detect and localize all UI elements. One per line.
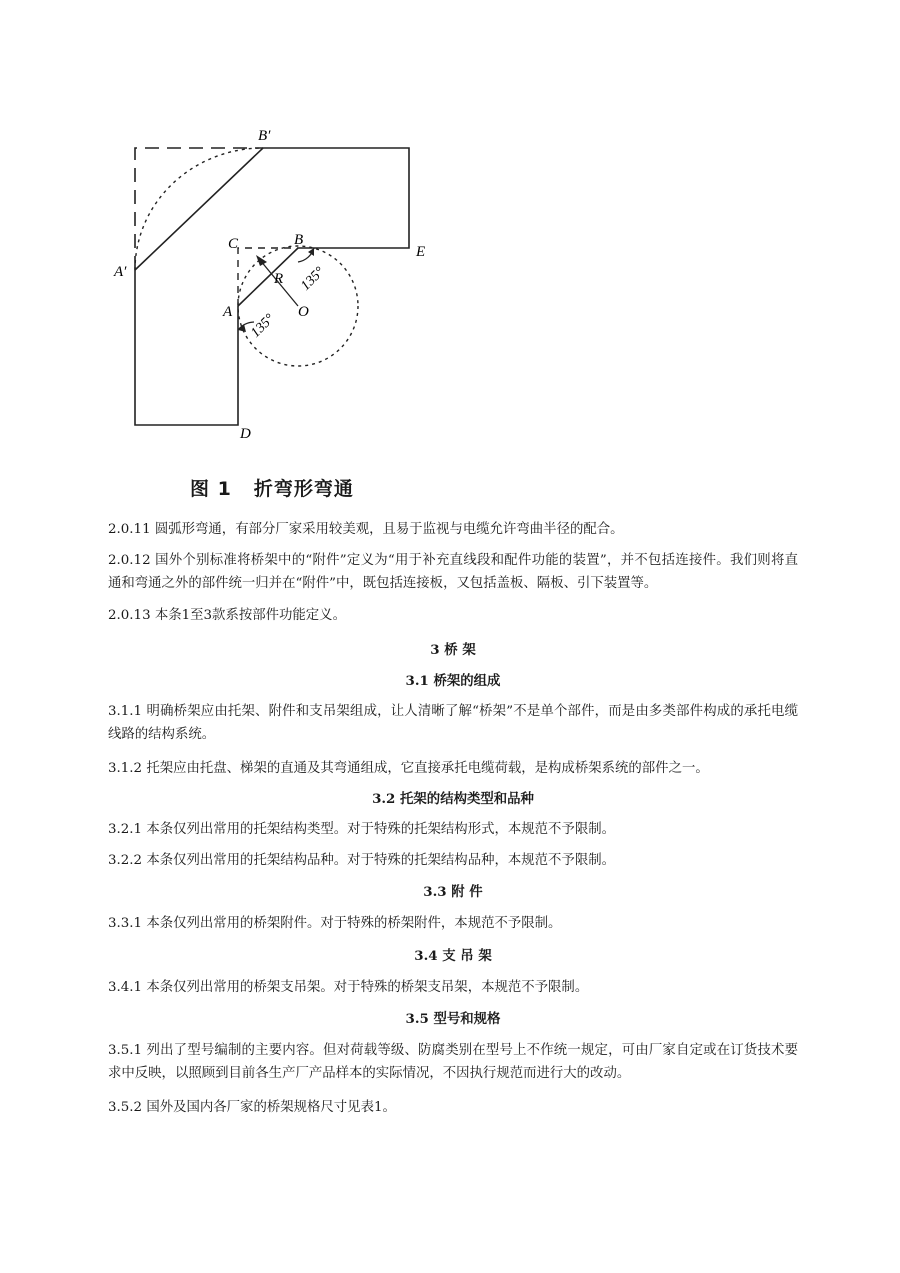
paragraph-3-4-1: 3.4.1 本条仅列出常用的桥架支吊架。对于特殊的桥架支吊架，本规范不予限制。 bbox=[108, 980, 589, 995]
outer-bend-outline bbox=[135, 148, 409, 270]
paragraph-3-1-2: 3.1.2 托架应由托盘、梯架的直通及其弯通组成，它直接承托电缆荷载，是构成桥架系统的部件之一。 bbox=[108, 761, 709, 776]
label-d: D bbox=[240, 426, 251, 442]
section-heading-3: 3 桥 架 bbox=[430, 642, 476, 658]
label-r: R bbox=[274, 271, 284, 287]
straight-section-outline bbox=[135, 270, 238, 425]
paragraph-3-3-1: 3.3.1 本条仅列出常用的桥架附件。对于特殊的桥架附件，本规范不予限制。 bbox=[108, 916, 562, 931]
label-a-prime: A′ bbox=[114, 264, 127, 280]
radius-arrowhead bbox=[256, 255, 267, 266]
paragraph-2-0-11: 2.0.11 圆弧形弯通，有部分厂家采用较美观，且易于监视与电缆允许弯曲半径的配合。 bbox=[108, 522, 624, 537]
paragraph-3-2-1: 3.2.1 本条仅列出常用的托架结构类型。对于特殊的托架结构形式，本规范不予限制。 bbox=[108, 822, 615, 837]
inner-bend-line bbox=[238, 248, 298, 306]
bend-diagram-svg bbox=[100, 110, 460, 460]
paragraph-2-0-13: 2.0.13 本条1至3款系按部件功能定义。 bbox=[108, 608, 346, 623]
section-heading-3-4: 3.4 支 吊 架 bbox=[414, 948, 492, 964]
section-heading-3-5: 3.5 型号和规格 bbox=[405, 1011, 501, 1027]
section-heading-3-2: 3.2 托架的结构类型和品种 bbox=[372, 791, 534, 807]
section-heading-3-1: 3.1 桥架的组成 bbox=[405, 673, 501, 689]
section-heading-3-3: 3.3 附 件 bbox=[423, 884, 483, 900]
label-e: E bbox=[416, 244, 426, 260]
figure-caption-title: 折弯形弯通 bbox=[253, 478, 354, 500]
label-b: B bbox=[294, 232, 304, 248]
label-o: O bbox=[298, 304, 309, 320]
label-angle-b: 135° bbox=[298, 264, 328, 294]
label-a: A bbox=[223, 304, 233, 320]
paragraph-3-1-1: 3.1.1 明确桥架应由托架、附件和支吊架组成，让人清晰了解“桥架”不是单个部件，而是由多类部件构成的承托电缆线路的结构系统。 bbox=[108, 704, 798, 742]
label-angle-a: 135° bbox=[248, 311, 278, 341]
paragraph-2-0-12: 2.0.12 国外个别标准将桥架中的“附件”定义为“用于补充直线段和配件功能的装置”，并不包括连接件。我们则将直通和弯通之外的部件统一归并在“附件”中，既包括连接板，又包括盖板、隔板、引下装置等。 bbox=[108, 553, 798, 591]
paragraph-3-5-2: 3.5.2 国外及国内各厂家的桥架规格尺寸见表1。 bbox=[108, 1100, 396, 1115]
figure-bend-diagram bbox=[100, 110, 460, 460]
paragraph-3-5-1: 3.5.1 列出了型号编制的主要内容。但对荷载等级、防腐类别在型号上不作统一规定，可由厂家自定或在订货技术要求中反映，以照顾到目前各生产厂产品样本的实际情况，不因执行规范而进行大的改动。 bbox=[108, 1043, 798, 1081]
figure-caption bbox=[190, 474, 354, 501]
label-b-prime: B′ bbox=[258, 128, 271, 144]
paragraph-3-2-2: 3.2.2 本条仅列出常用的托架结构品种。对于特殊的托架结构品种，本规范不予限制。 bbox=[108, 853, 615, 868]
label-c: C bbox=[228, 236, 239, 252]
figure-caption-number: 图 1 bbox=[190, 478, 232, 500]
